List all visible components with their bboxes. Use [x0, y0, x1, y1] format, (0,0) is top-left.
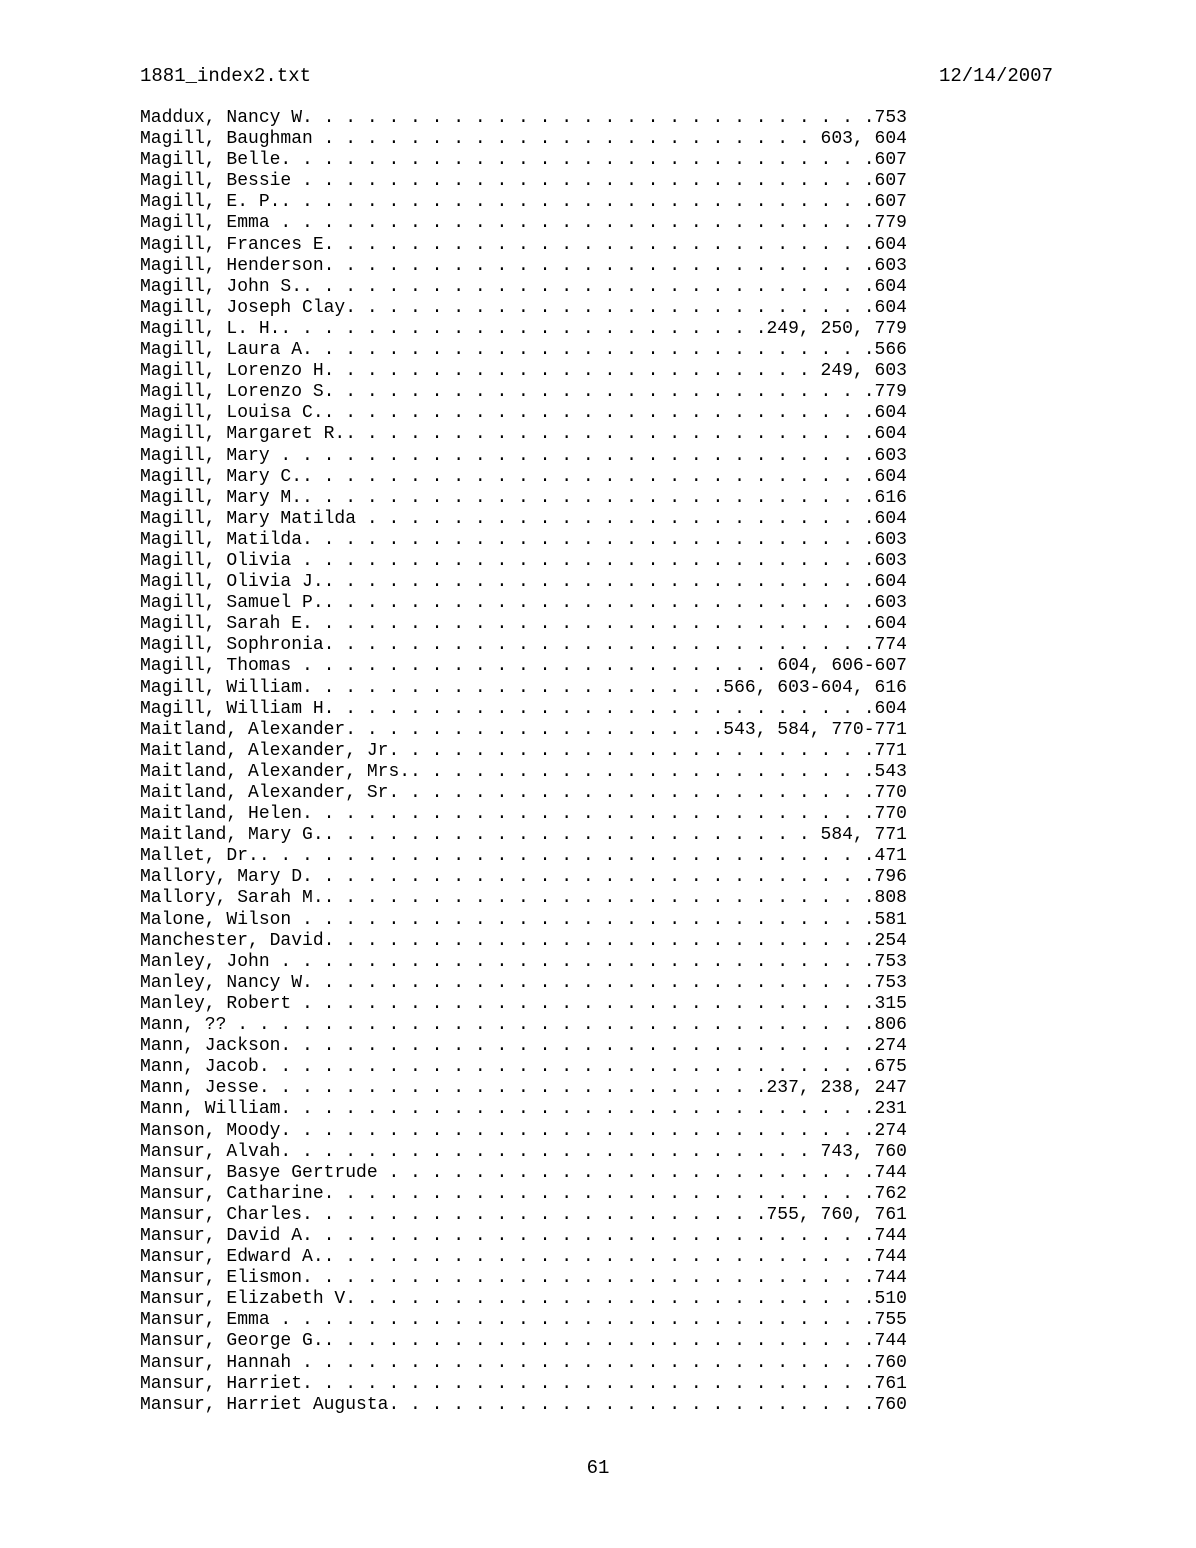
- index-entry: Manley, John . . . . . . . . . . . . . . . . . . . . . . . . . . . .753: [140, 951, 907, 972]
- index-entry: Magill, Mary C.. . . . . . . . . . . . . . . . . . . . . . . . . . .604: [140, 466, 907, 487]
- index-entry: Mansur, Charles. . . . . . . . . . . . . . . . . . . . . .755, 760, 761: [140, 1204, 907, 1225]
- index-entry: Magill, Samuel P.. . . . . . . . . . . . . . . . . . . . . . . . . .603: [140, 593, 907, 614]
- index-entry: Mansur, Catharine. . . . . . . . . . . . . . . . . . . . . . . . . .762: [140, 1183, 907, 1204]
- index-entry: Maitland, Alexander. . . . . . . . . . . . . . . . . .543, 584, 770-771: [140, 719, 907, 740]
- index-entry: Magill, Belle. . . . . . . . . . . . . . . . . . . . . . . . . . . .607: [140, 150, 907, 171]
- index-entry: Magill, Louisa C.. . . . . . . . . . . . . . . . . . . . . . . . . .604: [140, 403, 907, 424]
- index-entry: Magill, Sophronia. . . . . . . . . . . . . . . . . . . . . . . . . .774: [140, 635, 907, 656]
- index-entry: Magill, Joseph Clay. . . . . . . . . . . . . . . . . . . . . . . . .604: [140, 297, 907, 318]
- index-entry: Magill, Olivia J.. . . . . . . . . . . . . . . . . . . . . . . . . .604: [140, 572, 907, 593]
- index-entry: Mansur, Hannah . . . . . . . . . . . . . . . . . . . . . . . . . . .760: [140, 1352, 907, 1373]
- index-entry: Mansur, Harriet Augusta. . . . . . . . . . . . . . . . . . . . . . .760: [140, 1394, 907, 1415]
- index-entry: Maitland, Alexander, Jr. . . . . . . . . . . . . . . . . . . . . . .771: [140, 740, 907, 761]
- index-entry: Magill, Lorenzo H. . . . . . . . . . . . . . . . . . . . . . . 249, 603: [140, 361, 907, 382]
- index-entry: Mann, ?? . . . . . . . . . . . . . . . . . . . . . . . . . . . . . .806: [140, 1015, 907, 1036]
- index-entry: Mansur, Alvah. . . . . . . . . . . . . . . . . . . . . . . . . 743, 760: [140, 1141, 907, 1162]
- index-entry: Mansur, Elizabeth V. . . . . . . . . . . . . . . . . . . . . . . . .510: [140, 1289, 907, 1310]
- page-footer: [0, 1456, 1196, 1480]
- index-entry: Magill, Olivia . . . . . . . . . . . . . . . . . . . . . . . . . . .603: [140, 550, 907, 571]
- index-entry: Magill, William H. . . . . . . . . . . . . . . . . . . . . . . . . .604: [140, 698, 907, 719]
- index-entry: Mansur, Basye Gertrude . . . . . . . . . . . . . . . . . . . . . . .744: [140, 1162, 907, 1183]
- index-entry: Magill, L. H.. . . . . . . . . . . . . . . . . . . . . . .249, 250, 779: [140, 318, 907, 339]
- index-entry: Maitland, Mary G.. . . . . . . . . . . . . . . . . . . . . . . 584, 771: [140, 825, 907, 846]
- footer-page-number: 61: [586, 1457, 610, 1479]
- index-entry: Manley, Robert . . . . . . . . . . . . . . . . . . . . . . . . . . .315: [140, 993, 907, 1014]
- index-entry: Mansur, Harriet. . . . . . . . . . . . . . . . . . . . . . . . . . .761: [140, 1373, 907, 1394]
- index-entry: Magill, Margaret R.. . . . . . . . . . . . . . . . . . . . . . . . .604: [140, 424, 907, 445]
- index-entry: Malone, Wilson . . . . . . . . . . . . . . . . . . . . . . . . . . .581: [140, 909, 907, 930]
- index-entry: Mansur, David A. . . . . . . . . . . . . . . . . . . . . . . . . . .744: [140, 1225, 907, 1246]
- index-entry: Mallory, Sarah M.. . . . . . . . . . . . . . . . . . . . . . . . . .808: [140, 888, 907, 909]
- index-entry: Manson, Moody. . . . . . . . . . . . . . . . . . . . . . . . . . . .274: [140, 1120, 907, 1141]
- index-entry: Mansur, Elismon. . . . . . . . . . . . . . . . . . . . . . . . . . .744: [140, 1268, 907, 1289]
- index-entry: Mallet, Dr.. . . . . . . . . . . . . . . . . . . . . . . . . . . . .471: [140, 846, 907, 867]
- index-entry: Mallory, Mary D. . . . . . . . . . . . . . . . . . . . . . . . . . .796: [140, 867, 907, 888]
- index-entry: Magill, Mary Matilda . . . . . . . . . . . . . . . . . . . . . . . .604: [140, 508, 907, 529]
- index-entry: Magill, Frances E. . . . . . . . . . . . . . . . . . . . . . . . . .604: [140, 234, 907, 255]
- index-entry: Magill, Lorenzo S. . . . . . . . . . . . . . . . . . . . . . . . . .779: [140, 382, 907, 403]
- index-entry: Mann, William. . . . . . . . . . . . . . . . . . . . . . . . . . . .231: [140, 1099, 907, 1120]
- index-entry: Magill, Baughman . . . . . . . . . . . . . . . . . . . . . . . 603, 604: [140, 129, 907, 150]
- index-entry: Manchester, David. . . . . . . . . . . . . . . . . . . . . . . . . .254: [140, 930, 907, 951]
- index-entry: Mann, Jacob. . . . . . . . . . . . . . . . . . . . . . . . . . . . .675: [140, 1057, 907, 1078]
- header-date: 12/14/2007: [938, 65, 1053, 87]
- index-entry: Mann, Jesse. . . . . . . . . . . . . . . . . . . . . . . .237, 238, 247: [140, 1078, 907, 1099]
- index-entry: Magill, John S.. . . . . . . . . . . . . . . . . . . . . . . . . . .604: [140, 276, 907, 297]
- index-entry: Maitland, Helen. . . . . . . . . . . . . . . . . . . . . . . . . . .770: [140, 804, 907, 825]
- index-entry: Mansur, Edward A.. . . . . . . . . . . . . . . . . . . . . . . . . .744: [140, 1247, 907, 1268]
- index-entry: Magill, Bessie . . . . . . . . . . . . . . . . . . . . . . . . . . .607: [140, 171, 907, 192]
- index-entry: Magill, E. P.. . . . . . . . . . . . . . . . . . . . . . . . . . . .607: [140, 192, 907, 213]
- index-entry: Magill, Emma . . . . . . . . . . . . . . . . . . . . . . . . . . . .779: [140, 213, 907, 234]
- header-filename: 1881_index2.txt: [140, 65, 312, 87]
- index-entry: Magill, Henderson. . . . . . . . . . . . . . . . . . . . . . . . . .603: [140, 255, 907, 276]
- index-entry: Magill, Mary . . . . . . . . . . . . . . . . . . . . . . . . . . . .603: [140, 445, 907, 466]
- index-entry: Mann, Jackson. . . . . . . . . . . . . . . . . . . . . . . . . . . .274: [140, 1036, 907, 1057]
- index-entry: Magill, Laura A. . . . . . . . . . . . . . . . . . . . . . . . . . .566: [140, 340, 907, 361]
- index-entry: Mansur, Emma . . . . . . . . . . . . . . . . . . . . . . . . . . . .755: [140, 1310, 907, 1331]
- index-entry: Mansur, George G.. . . . . . . . . . . . . . . . . . . . . . . . . .744: [140, 1331, 907, 1352]
- index-entry: Maitland, Alexander, Mrs.. . . . . . . . . . . . . . . . . . . . . .543: [140, 761, 907, 782]
- index-entry: Magill, William. . . . . . . . . . . . . . . . . . . .566, 603-604, 616: [140, 677, 907, 698]
- index-entry: Magill, Matilda. . . . . . . . . . . . . . . . . . . . . . . . . . .603: [140, 529, 907, 550]
- index-entry: Maddux, Nancy W. . . . . . . . . . . . . . . . . . . . . . . . . . .753: [140, 108, 907, 128]
- index-entry: Maitland, Alexander, Sr. . . . . . . . . . . . . . . . . . . . . . .770: [140, 783, 907, 803]
- index-entry: Magill, Mary M.. . . . . . . . . . . . . . . . . . . . . . . . . . .616: [140, 487, 907, 508]
- page-header: [140, 64, 1053, 88]
- index-list: [140, 108, 907, 1416]
- index-entry: Manley, Nancy W. . . . . . . . . . . . . . . . . . . . . . . . . . .753: [140, 972, 907, 993]
- index-entry: Magill, Sarah E. . . . . . . . . . . . . . . . . . . . . . . . . . .604: [140, 614, 907, 635]
- index-entry: Magill, Thomas . . . . . . . . . . . . . . . . . . . . . . 604, 606-607: [140, 656, 907, 677]
